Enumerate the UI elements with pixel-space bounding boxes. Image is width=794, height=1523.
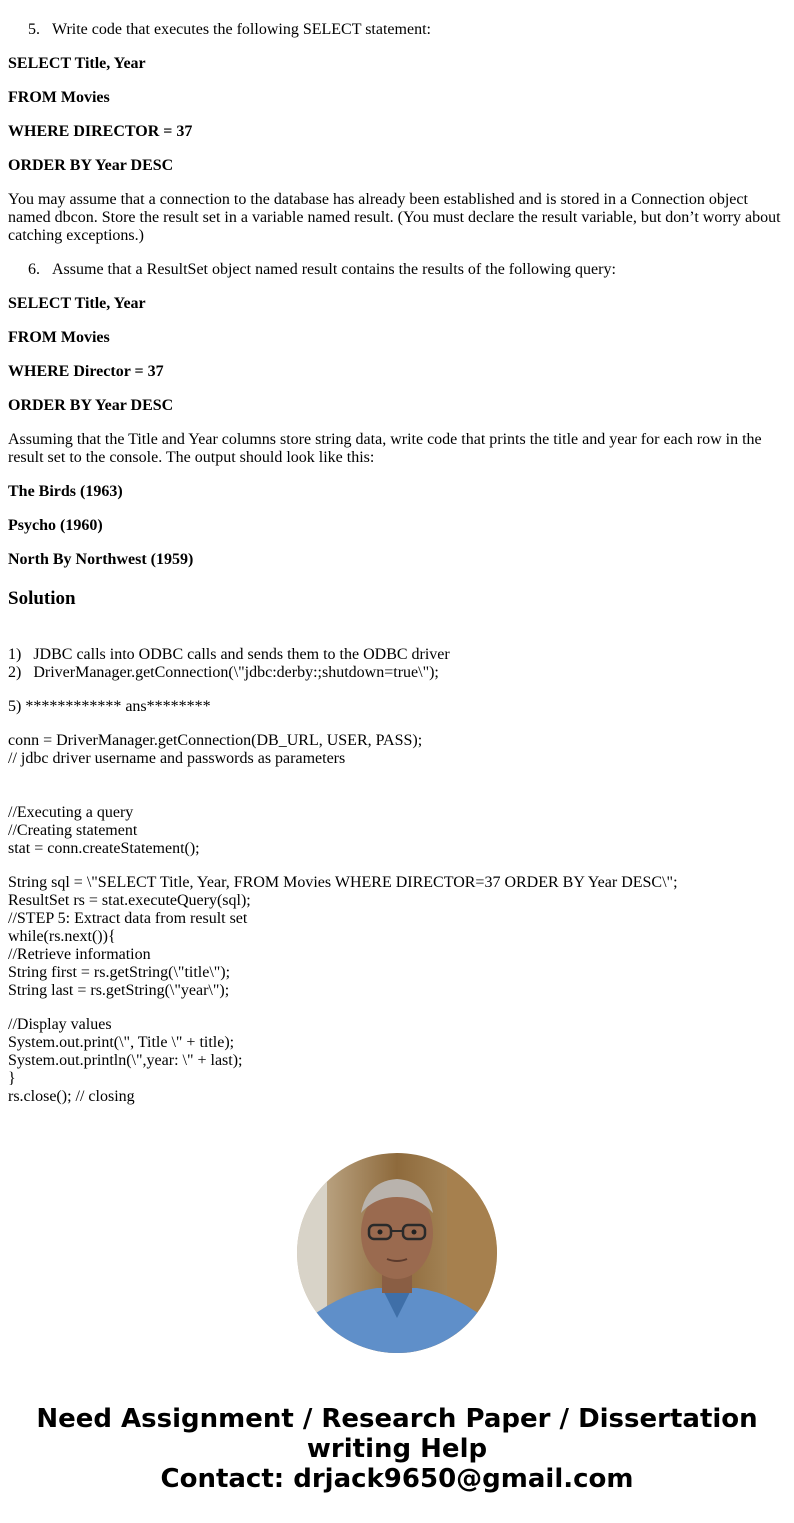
q5-sql-line: WHERE DIRECTOR = 37: [8, 123, 193, 140]
question-5: [28, 21, 431, 39]
question-6-text: Assume that a ResultSet object named result contains the results of the following query:: [52, 261, 616, 278]
q6-output-line: North By Northwest (1959): [8, 551, 194, 568]
q6-output-line: Psycho (1960): [8, 517, 103, 534]
author-photo: [297, 1153, 497, 1353]
solution-answer-5-header: 5) ************ ans********: [8, 698, 211, 715]
question-5-number: 5.: [28, 21, 40, 38]
author-avatar: [297, 1153, 497, 1353]
question-6-number: 6.: [28, 261, 40, 278]
q6-sql-line: FROM Movies: [8, 329, 110, 346]
solution-connection-code: conn = DriverManager.getConnection(DB_URL, USER, PASS); // jdbc driver username and passwords as parameters: [8, 732, 423, 767]
promo-footer: [0, 1404, 794, 1494]
q5-sql-line: FROM Movies: [8, 89, 110, 106]
question-6: [28, 261, 616, 279]
solution-answers-1-2: 1) JDBC calls into ODBC calls and sends them to the ODBC driver 2) DriverManager.getConnection(\"jdbc:derby:;shutdown=true\");: [8, 646, 450, 681]
q5-sql-line: ORDER BY Year DESC: [8, 157, 174, 174]
promo-contact: Contact: drjack9650@gmail.com: [160, 1464, 634, 1494]
promo-line-1: Need Assignment / Research Paper / Dissertation: [36, 1404, 758, 1434]
solution-display-code: //Display values System.out.print(\", Title \" + title); System.out.println(\",year: \" + last); } rs.close(); // closing: [8, 1016, 243, 1105]
solution-query-code: String sql = \"SELECT Title, Year, FROM Movies WHERE DIRECTOR=37 ORDER BY Year DESC\"; ResultSet rs = stat.executeQuery(sql); //STEP 5: Extract data from result set while(rs.next()){ //Retrieve information String first = rs.getString(\"title\"); String last = rs.getString(\"year\");: [8, 874, 678, 999]
q6-sql-line: ORDER BY Year DESC: [8, 397, 174, 414]
q6-output-line: The Birds (1963): [8, 483, 123, 500]
q5-sql-line: SELECT Title, Year: [8, 55, 146, 72]
q6-note: Assuming that the Title and Year columns store string data, write code that prints the title and year for each row in the result set to the console. The output should look like this:: [8, 431, 762, 466]
promo-line-2: writing Help: [306, 1434, 488, 1464]
question-5-text: Write code that executes the following SELECT statement:: [52, 21, 431, 38]
solution-heading: Solution: [8, 588, 76, 609]
q5-note: You may assume that a connection to the database has already been established and is stored in a Connection object named dbcon. Store the result set in a variable named result. (You must declare the result variable, but don’t worry about catching exceptions.): [8, 191, 781, 244]
q6-sql-line: SELECT Title, Year: [8, 295, 146, 312]
q6-sql-line: WHERE Director = 37: [8, 363, 164, 380]
solution-statement-code: //Executing a query //Creating statement stat = conn.createStatement();: [8, 804, 200, 857]
